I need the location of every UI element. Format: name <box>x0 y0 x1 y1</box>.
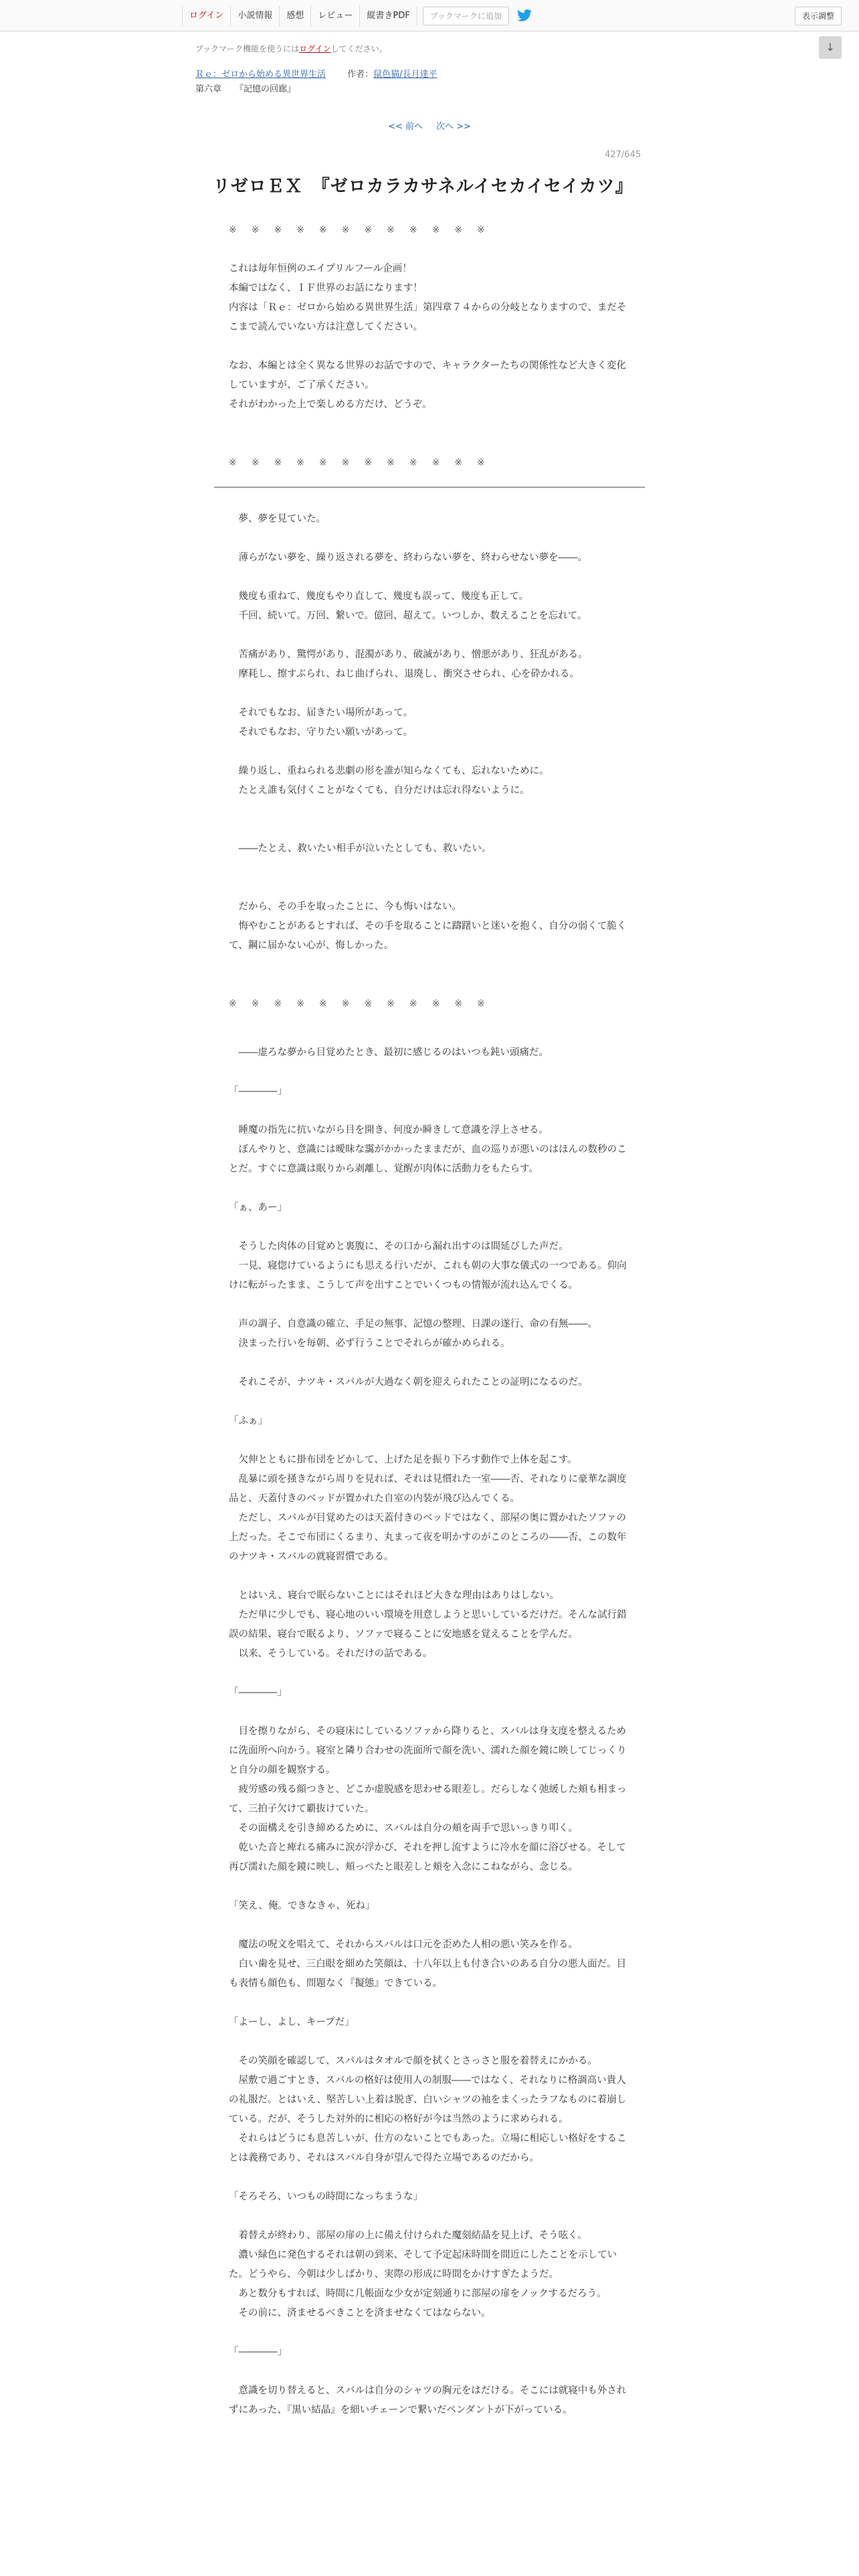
honbun-part1 <box>229 510 628 1014</box>
body-line: 「――――」 <box>229 2347 287 2357</box>
body-line: 「――――」 <box>229 1086 287 1097</box>
body-paragraph: 幾度も重ねて、幾度もやり直して、幾度も誤って、幾度も正して。 千回、続いて。万回、繋いで。億回、超えて。いつしか、数えることを忘れて。 <box>238 591 587 621</box>
preface-stars-top: ※ ※ ※ ※ ※ ※ ※ ※ ※ ※ ※ ※ <box>229 225 488 235</box>
body-paragraph: 繰り返し、重ねられる悲劇の形を誰が知らなくても、忘れないために。 たとえ誰も気付くことがなくても、自分だけは忘れ得ないように。 <box>238 766 549 796</box>
body-paragraph: 睡魔の指先に抗いながら目を開き、何度か瞬きして意識を浮上させる。 ぼんやりと、意識には曖昧な靄がかかったままだが、血の巡りが悪いのはほんの数秒のことだ。すぐに意識は眠りから剥離し、覚醒が肉体に活動力をもたらす。 <box>229 1125 627 1174</box>
top-bar <box>0 0 859 31</box>
page-count: 427/645 <box>604 150 641 160</box>
preface-paragraph: これは毎年恒例のエイプリルフール企画！ 本編ではなく、ＩＦ世界のお話になります！ 内容は「Ｒｅ：ゼロから始める異世界生活」第四章７４からの分岐となりますので、まだそこまで読んでいない方は注意してください。 <box>229 263 627 332</box>
body-paragraph: 欠伸とともに掛布団をどかして、上げた足を振り下ろす動作で上体を起こす。 乱暴に頭を掻きながら周りを見れば、それは見慣れた一室――否、それなりに豪華な調度品と、天蓋付きのベッドが置かれた自室の内装が飛び込んでくる。 ただし、スバルが目覚めたのは天蓋付きのベッドではなく、部屋の奥に置かれたソファの上だった。そこで布団にくるまり、丸まって夜を明かすのがこのところの――否、この数年のナツキ・スバルの就寝習慣である。 <box>229 1455 627 1562</box>
body-paragraph: だから、その手を取ったことに、今も悔いはない。 悔やむことがあるとすれば、その手を取ることに躊躇いと迷いを抱く、自分の弱くて脆くて、鋼に届かない心が、悔しかった。 <box>229 901 627 951</box>
vertical-pdf-link[interactable]: 縦書きPDF <box>359 6 417 26</box>
add-bookmark-button[interactable]: ブックマークに追加 <box>423 7 509 25</box>
body-paragraph: 着替えが終わり、部屋の扉の上に備え付けられた魔刻結晶を見上げ、そう呟く。 濃い緑色に発色するそれは朝の到来、そして予定起床時間を間近にしたことを示していた。どうやら、今朝は少しばかり、実際の形成に時間をかけすぎたようだ。 あと数分もすれば、時間に几帳面な少女が定刻通りに部屋の扉をノックするだろう。 その前に、済ませるべきことを済ませなくてはならない。 <box>229 2230 617 2319</box>
body-line: 「ぁ、あー」 <box>229 1202 287 1213</box>
body-paragraph: 苦痛があり、驚愕があり、混濁があり、破滅があり、憎悪があり、狂乱がある。 摩耗し、擦すぶられ、ねじ曲げられ、退廃し、衝突させられ、心を砕かれる。 <box>238 649 588 679</box>
notice-text: ブックマーク機能を使うには <box>195 44 300 53</box>
body-line: 「――――」 <box>229 1687 287 1698</box>
body-line: 「笑え、俺。できなきゃ、死ね」 <box>229 1901 375 1911</box>
novel-info-link[interactable]: 小説情報 <box>230 6 279 26</box>
next-link[interactable]: 次へ >> <box>436 122 471 132</box>
body-stars-mid: ※ ※ ※ ※ ※ ※ ※ ※ ※ ※ ※ ※ <box>229 998 488 1009</box>
display-settings-button[interactable]: 表示調整 <box>795 7 842 25</box>
series-title-link[interactable]: Ｒｅ：ゼロから始める異世界生活 <box>195 70 326 80</box>
body-paragraph: 目を擦りながら、その寝床にしているソファから降りると、スバルは身支度を整えるために洗面所へ向かう。寝室と隣り合わせの洗面所で顔を洗い、濡れた顔を鏡に映してじっくりと自分の顔を観察する。 疲労感の残る顔つきと、どこか虚脱感を思わせる眼差し。だらしなく弛緩した頬も相まって、三拍子欠けて覇抜けていた。 その面構えを引き締めるために、スバルは自分の頬を両手で思いっきり叩く。 乾いた音と痺れる痛みに涙が浮かび、それを押し流すように冷水を顔に浴びせる。そして再び濡れた顔を鏡に映し、頬っぺたと眼差しと頬を入念にこねながら、念じる。 <box>229 1726 627 1872</box>
bookmark-login-notice <box>195 43 387 54</box>
prev-link[interactable]: << 前へ <box>388 122 423 132</box>
scroll-down-button[interactable]: ↓ <box>819 36 842 59</box>
header-nav <box>182 6 533 26</box>
pager <box>0 119 859 132</box>
notice-text-end: してください。 <box>330 44 387 53</box>
impressions-link[interactable]: 感想 <box>279 6 310 26</box>
body-line: 「ふぁ」 <box>229 1416 268 1426</box>
body-paragraph: 薄らがない夢を、繰り返される夢を、終わらない夢を、終わらせない夢を――。 <box>229 552 588 563</box>
preface-paragraph: なお、本編とは全く異なる世界のお話ですので、キャラクターたちの関係性など大きく変化していますが、ご了承ください。 それがわかった上で楽しめる方だけ、どうぞ。 <box>229 360 626 410</box>
body-paragraph: ――虚ろな夢から目覚めたとき、最初に感じるのはいつも鈍い頭痛だ。 <box>229 1047 549 1058</box>
chapter-info <box>195 82 296 94</box>
body-line: 「よーし、よし、キープだ」 <box>229 2017 355 2028</box>
body-paragraph: それこそが、ナツキ・スバルが大過なく朝を迎えられたことの証明になるのだ。 <box>229 1377 588 1388</box>
body-paragraph: 魔法の呪文を唱えて、それからスバルは口元を歪めた人相の悪い笑みを作る。 白い歯を見せ、三白眼を細めた笑顔は、十八年以上も付き合いのある自分の悪人面だ。目も表情も顔色も、問題なく『擬態』できている。 <box>229 1939 627 1989</box>
chapter-label: 第六章 <box>195 84 222 94</box>
body-line: 「そろそろ、いつもの時間になっちまうな」 <box>229 2191 423 2202</box>
review-link[interactable]: レビュー <box>310 6 359 26</box>
preface <box>229 221 628 473</box>
body-paragraph: それでもなお、届きたい場所があって。 それでもなお、守りたい願いがあって。 <box>238 708 413 738</box>
twitter-bird-icon[interactable] <box>516 7 533 25</box>
login-link[interactable]: ログイン <box>182 6 230 26</box>
episode-title: リゼロＥＸ 『ゼロカラカサネルイセカイセイカツ』 <box>213 177 634 197</box>
body-paragraph: とはいえ、寝台で眠らないことにはそれほど大きな理由はありはしない。 ただ単に少しでも、寝心地のいい環境を用意しようと思いしているだけだ。そんな試行錯誤の結果、寝台で眠るより、ソファで寝ることに安地感を覚えることを学んだ。 以来、そうしている。それだけの話である。 <box>229 1590 627 1659</box>
chapter-title: 『記憶の回廊』 <box>235 84 296 94</box>
series-info <box>195 67 438 80</box>
body-paragraph: ――たとえ、救いたい相手が泣いたとしても、救いたい。 <box>229 843 492 854</box>
preface-stars-bottom: ※ ※ ※ ※ ※ ※ ※ ※ ※ ※ ※ ※ <box>229 457 488 468</box>
honbun-part2 <box>229 1043 628 2420</box>
preface-divider <box>214 487 645 488</box>
body-paragraph: 声の調子、自意識の確立、手足の無事、記憶の整理、日課の遂行、命の有無――。 決まった行いを毎朝、必ず行うことでそれらが確かめられる。 <box>238 1319 597 1349</box>
body-paragraph: 意識を切り替えると、スバルは自分のシャツの胸元をはだける。そこには就寝中も外されずにあった、『黒い結晶』を細いチェーンで繋いだペンダントが下がっている。 <box>229 2385 627 2416</box>
notice-login-link[interactable]: ログイン <box>299 44 331 53</box>
body-paragraph: その笑顔を確認して、スバルはタオルで顔を拭くとさっさと服を着替えにかかる。 屋敷で過ごすとき、スバルの格好は使用人の制服――ではなく、それなりに格調高い貴人の礼服だ。とはいえ、堅苦しい上着は脱ぎ、白いシャツの袖をまくったラフなものに着崩している。だが、そうした対外的に相応の格好が今は当然のように求められる。 それらはどうにも息苦しいが、仕方のないことでもあった。立場に相応しい格好をすることは義務であり、それはスバル自身が望んで得た立場であるのだから。 <box>229 2056 627 2163</box>
body-paragraph: 夢、夢を見ていた。 <box>229 514 326 524</box>
author-label: 作者： <box>347 70 374 80</box>
body-paragraph: そうした肉体の目覚めと裏腹に、その口から漏れ出すのは間延びした声だ。 一見、寝惚けているようにも思える行いだが、これも朝の大事な儀式の一つである。仰向けに転がったまま、こうして声を出すことでいくつもの情報が流れ込んでくる。 <box>229 1241 627 1291</box>
author-link[interactable]: 鼠色猫/長月達平 <box>373 70 438 80</box>
